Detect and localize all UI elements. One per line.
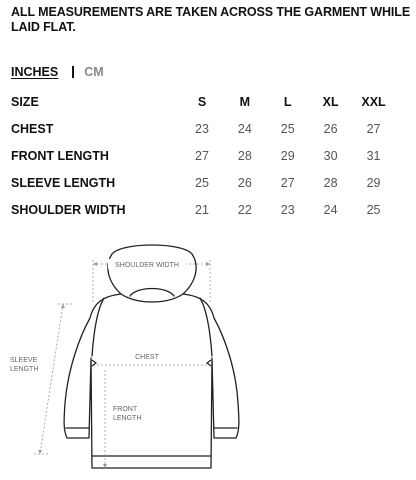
row-label-front-length: FRONT LENGTH: [11, 148, 109, 163]
table-cell: 29: [280, 148, 295, 163]
row-label-sleeve-length: SLEEVE LENGTH: [11, 175, 116, 190]
table-cell: 23: [195, 121, 209, 136]
unit-separator: [72, 66, 74, 78]
table-cell: 21: [195, 202, 209, 217]
table-cell: 25: [366, 202, 381, 217]
measurement-guides: [34, 260, 210, 468]
table-cell: 22: [237, 202, 252, 217]
measurement-notice: ALL MEASUREMENTS ARE TAKEN ACROSS THE GARMENT WHILE LAID FLAT.: [11, 5, 411, 34]
size-header-xxl: XXL: [361, 94, 386, 109]
unit-tab-cm[interactable]: CM: [84, 65, 104, 79]
table-cell: 26: [237, 175, 252, 190]
unit-tab-inches[interactable]: INCHES: [11, 65, 59, 79]
row-label-chest: CHEST: [11, 121, 54, 136]
table-cell: 31: [366, 148, 381, 163]
shoulder-width-label: SHOULDER WIDTH: [115, 262, 179, 269]
unit-toggle: [11, 64, 104, 80]
table-cell: 26: [323, 121, 338, 136]
size-column-header: SIZE: [11, 94, 39, 109]
size-header-m: M: [239, 94, 251, 109]
table-cell: 27: [280, 175, 295, 190]
sleeve-length-label-line2: LENGTH: [10, 366, 39, 373]
table-header-row: [11, 88, 395, 115]
size-chart-table: [11, 88, 395, 223]
table-row-shoulder-width: [11, 196, 395, 223]
size-header-l: L: [283, 94, 292, 109]
row-label-shoulder-width: SHOULDER WIDTH: [11, 202, 126, 217]
table-cell: 27: [366, 121, 381, 136]
table-cell: 24: [323, 202, 338, 217]
chest-label: CHEST: [135, 354, 159, 361]
table-cell: 30: [323, 148, 338, 163]
hoodie-measurement-diagram: [0, 238, 416, 480]
table-cell: 25: [280, 121, 295, 136]
front-length-label-line1: FRONT: [113, 406, 138, 413]
table-cell: 28: [237, 148, 252, 163]
table-cell: 23: [280, 202, 295, 217]
table-cell: 25: [195, 175, 209, 190]
table-cell: 29: [366, 175, 381, 190]
table-cell: 24: [237, 121, 252, 136]
size-header-xl: XL: [322, 94, 339, 109]
size-header-s: S: [197, 94, 207, 109]
sleeve-length-label-line1: SLEEVE: [10, 357, 38, 364]
table-cell: 28: [323, 175, 338, 190]
table-cell: 27: [195, 148, 209, 163]
table-row-front-length: [11, 142, 395, 169]
table-row-chest: [11, 115, 395, 142]
table-row-sleeve-length: [11, 169, 395, 196]
front-length-label-line2: LENGTH: [113, 415, 142, 422]
